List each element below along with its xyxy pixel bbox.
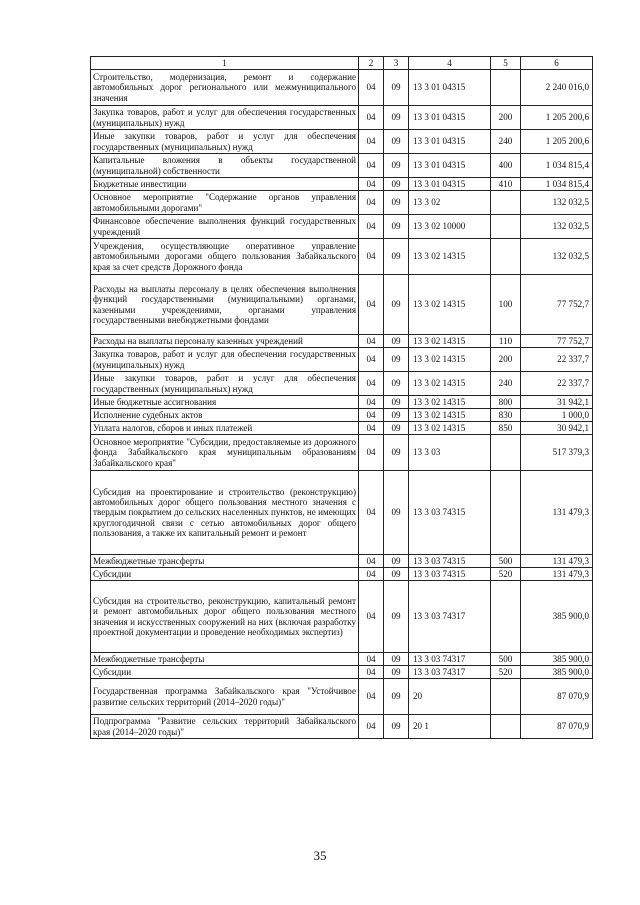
row-section: 04 (359, 396, 384, 409)
row-name: Основное мероприятие "Содержание органов управления автомобильными дорогами" (91, 191, 359, 215)
row-amount: 2 240 016,0 (521, 70, 593, 106)
row-amount: 1 205 200,6 (521, 106, 593, 130)
table-row (91, 409, 593, 422)
row-expense-type (491, 581, 521, 653)
table-row (91, 653, 593, 666)
row-section: 04 (359, 239, 384, 275)
row-target-code: 13 3 01 04315 (409, 70, 491, 106)
row-amount: 131 479,3 (521, 471, 593, 555)
row-expense-type: 240 (491, 130, 521, 154)
row-subsection: 09 (384, 215, 409, 239)
row-target-code: 20 (409, 679, 491, 715)
row-target-code: 13 3 02 10000 (409, 215, 491, 239)
table-row (91, 239, 593, 275)
row-amount: 385 900,0 (521, 653, 593, 666)
row-name: Капитальные вложения в объекты государственной (муниципальной) собственности (91, 154, 359, 178)
row-name: Иные закупки товаров, работ и услуг для обеспечения государственных (муниципальных) нужд (91, 372, 359, 396)
row-section: 04 (359, 581, 384, 653)
row-expense-type: 200 (491, 348, 521, 372)
table-row (91, 275, 593, 335)
page-number: 35 (313, 848, 327, 863)
row-target-code: 13 3 01 04315 (409, 106, 491, 130)
row-target-code: 13 3 02 14315 (409, 422, 491, 435)
row-expense-type: 240 (491, 372, 521, 396)
table-row (91, 715, 593, 739)
row-section: 04 (359, 178, 384, 191)
row-name: Финансовое обеспечение выполнения функций государственных учреждений (91, 215, 359, 239)
row-subsection: 09 (384, 679, 409, 715)
row-name: Межбюджетные трансферты (91, 555, 359, 568)
row-subsection: 09 (384, 106, 409, 130)
row-amount: 385 900,0 (521, 666, 593, 679)
row-target-code: 13 3 03 74315 (409, 471, 491, 555)
row-amount: 77 752,7 (521, 335, 593, 348)
row-name: Иные бюджетные ассигнования (91, 396, 359, 409)
header-col-4: 4 (409, 57, 491, 70)
header-col-1: 1 (91, 57, 359, 70)
row-amount: 131 479,3 (521, 568, 593, 581)
row-target-code: 13 3 03 74317 (409, 581, 491, 653)
row-amount: 87 070,9 (521, 679, 593, 715)
table-row (91, 666, 593, 679)
row-name: Закупка товаров, работ и услуг для обеспечения государственных (муниципальных) нужд (91, 106, 359, 130)
row-expense-type (491, 715, 521, 739)
row-section: 04 (359, 435, 384, 471)
row-expense-type (491, 471, 521, 555)
table-row (91, 435, 593, 471)
table-row (91, 372, 593, 396)
row-amount: 132 032,5 (521, 215, 593, 239)
row-subsection: 09 (384, 372, 409, 396)
row-subsection: 09 (384, 275, 409, 335)
row-expense-type (491, 679, 521, 715)
row-section: 04 (359, 335, 384, 348)
table-row (91, 555, 593, 568)
row-subsection: 09 (384, 653, 409, 666)
row-section: 04 (359, 653, 384, 666)
row-target-code: 13 3 01 04315 (409, 130, 491, 154)
row-subsection: 09 (384, 239, 409, 275)
row-amount: 132 032,5 (521, 239, 593, 275)
row-amount: 1 205 200,6 (521, 130, 593, 154)
table-row (91, 215, 593, 239)
row-name: Расходы на выплаты персоналу казенных учреждений (91, 335, 359, 348)
table-row (91, 679, 593, 715)
row-subsection: 09 (384, 178, 409, 191)
table-row (91, 568, 593, 581)
row-name: Подпрограмма "Развитие сельских территорий Забайкальского края (2014–2020 годы)" (91, 715, 359, 739)
row-subsection: 09 (384, 555, 409, 568)
row-section: 04 (359, 348, 384, 372)
row-amount: 1 034 815,4 (521, 178, 593, 191)
row-name: Субсидии (91, 568, 359, 581)
row-name: Бюджетные инвестиции (91, 178, 359, 191)
row-expense-type: 800 (491, 396, 521, 409)
row-target-code: 13 3 02 14315 (409, 275, 491, 335)
row-name: Государственная программа Забайкальского края "Устойчивое развитие сельских территорий (2014–2020 годы)" (91, 679, 359, 715)
row-expense-type: 110 (491, 335, 521, 348)
row-expense-type (491, 215, 521, 239)
row-section: 04 (359, 715, 384, 739)
row-subsection: 09 (384, 715, 409, 739)
row-section: 04 (359, 666, 384, 679)
row-target-code: 13 3 02 14315 (409, 372, 491, 396)
table-row (91, 154, 593, 178)
table-row (91, 178, 593, 191)
row-target-code: 13 3 01 04315 (409, 178, 491, 191)
row-subsection: 09 (384, 666, 409, 679)
row-target-code: 13 3 02 14315 (409, 396, 491, 409)
row-amount: 131 479,3 (521, 555, 593, 568)
row-expense-type (491, 435, 521, 471)
row-section: 04 (359, 422, 384, 435)
row-amount: 31 942,1 (521, 396, 593, 409)
header-col-6: 6 (521, 57, 593, 70)
row-expense-type: 830 (491, 409, 521, 422)
table-row (91, 130, 593, 154)
row-subsection: 09 (384, 154, 409, 178)
table-row (91, 191, 593, 215)
row-expense-type: 410 (491, 178, 521, 191)
row-subsection: 09 (384, 581, 409, 653)
table-row (91, 422, 593, 435)
row-section: 04 (359, 130, 384, 154)
row-amount: 77 752,7 (521, 275, 593, 335)
row-subsection: 09 (384, 130, 409, 154)
row-name: Исполнение судебных актов (91, 409, 359, 422)
row-name: Субсидия на строительство, реконструкцию, капитальный ремонт и ремонт автомобильных дорог общего пользования местного значения и искусственных сооружений на них (включая разработку проектной документации и проведение необходимых экспертиз) (91, 581, 359, 653)
row-amount: 132 032,5 (521, 191, 593, 215)
row-name: Строительство, модернизация, ремонт и содержание автомобильных дорог регионального или межмуниципального значения (91, 70, 359, 106)
row-subsection: 09 (384, 435, 409, 471)
budget-table (90, 56, 593, 739)
row-amount: 22 337,7 (521, 372, 593, 396)
row-expense-type: 850 (491, 422, 521, 435)
row-section: 04 (359, 409, 384, 422)
row-name: Основное мероприятие "Субсидии, предоставляемые из дорожного фонда Забайкальского края муниципальным образованиям Забайкальского края" (91, 435, 359, 471)
header-col-2: 2 (359, 57, 384, 70)
row-amount: 22 337,7 (521, 348, 593, 372)
table-row (91, 70, 593, 106)
row-expense-type: 100 (491, 275, 521, 335)
row-section: 04 (359, 555, 384, 568)
row-subsection: 09 (384, 70, 409, 106)
row-subsection: 09 (384, 422, 409, 435)
row-subsection: 09 (384, 348, 409, 372)
row-name: Закупка товаров, работ и услуг для обеспечения государственных (муниципальных) нужд (91, 348, 359, 372)
row-expense-type (491, 70, 521, 106)
row-subsection: 09 (384, 396, 409, 409)
row-amount: 1 034 815,4 (521, 154, 593, 178)
row-expense-type: 500 (491, 653, 521, 666)
row-expense-type: 520 (491, 666, 521, 679)
row-section: 04 (359, 106, 384, 130)
header-row (91, 57, 593, 70)
row-section: 04 (359, 275, 384, 335)
row-section: 04 (359, 372, 384, 396)
row-name: Субсидии (91, 666, 359, 679)
row-expense-type: 400 (491, 154, 521, 178)
row-target-code: 13 3 02 14315 (409, 335, 491, 348)
table-row (91, 396, 593, 409)
row-target-code: 13 3 01 04315 (409, 154, 491, 178)
row-section: 04 (359, 70, 384, 106)
row-expense-type: 520 (491, 568, 521, 581)
row-name: Субсидия на проектирование и строительство (реконструкцию) автомобильных дорог общего пользования местного значения с твердым покрытием до сельских населенных пунктов, не имеющих круглогодичной связи с сетью автомобильных дорог общего пользования, а также их капитальный ремонт и ремонт (91, 471, 359, 555)
row-expense-type (491, 191, 521, 215)
row-subsection: 09 (384, 191, 409, 215)
table-row (91, 335, 593, 348)
row-target-code: 13 3 03 74317 (409, 653, 491, 666)
table-row (91, 348, 593, 372)
row-expense-type (491, 239, 521, 275)
row-target-code: 13 3 03 (409, 435, 491, 471)
header-col-5: 5 (491, 57, 521, 70)
row-subsection: 09 (384, 471, 409, 555)
row-section: 04 (359, 215, 384, 239)
row-section: 04 (359, 568, 384, 581)
row-subsection: 09 (384, 568, 409, 581)
row-amount: 385 900,0 (521, 581, 593, 653)
row-target-code: 13 3 02 (409, 191, 491, 215)
row-target-code: 13 3 03 74315 (409, 555, 491, 568)
row-subsection: 09 (384, 409, 409, 422)
row-section: 04 (359, 154, 384, 178)
row-amount: 87 070,9 (521, 715, 593, 739)
row-name: Расходы на выплаты персоналу в целях обеспечения выполнения функций государственными (муниципальными) органами, казенными учреждениями, органами управления государственными внебюджетными фондами (91, 275, 359, 335)
table-row (91, 471, 593, 555)
row-target-code: 20 1 (409, 715, 491, 739)
row-target-code: 13 3 02 14315 (409, 348, 491, 372)
table-row (91, 581, 593, 653)
row-expense-type: 500 (491, 555, 521, 568)
header-col-3: 3 (384, 57, 409, 70)
table-row (91, 106, 593, 130)
row-name: Учреждения, осуществляющие оперативное управление автомобильными дорогами общего пользования Забайкальского края за счет средств Дорожного фонда (91, 239, 359, 275)
row-expense-type: 200 (491, 106, 521, 130)
row-name: Уплата налогов, сборов и иных платежей (91, 422, 359, 435)
row-target-code: 13 3 03 74317 (409, 666, 491, 679)
row-subsection: 09 (384, 335, 409, 348)
row-target-code: 13 3 03 74315 (409, 568, 491, 581)
row-amount: 517 379,3 (521, 435, 593, 471)
row-section: 04 (359, 679, 384, 715)
row-section: 04 (359, 471, 384, 555)
row-section: 04 (359, 191, 384, 215)
row-name: Межбюджетные трансферты (91, 653, 359, 666)
row-target-code: 13 3 02 14315 (409, 409, 491, 422)
row-amount: 30 942,1 (521, 422, 593, 435)
row-target-code: 13 3 02 14315 (409, 239, 491, 275)
row-name: Иные закупки товаров, работ и услуг для обеспечения государственных (муниципальных) нужд (91, 130, 359, 154)
row-amount: 1 000,0 (521, 409, 593, 422)
